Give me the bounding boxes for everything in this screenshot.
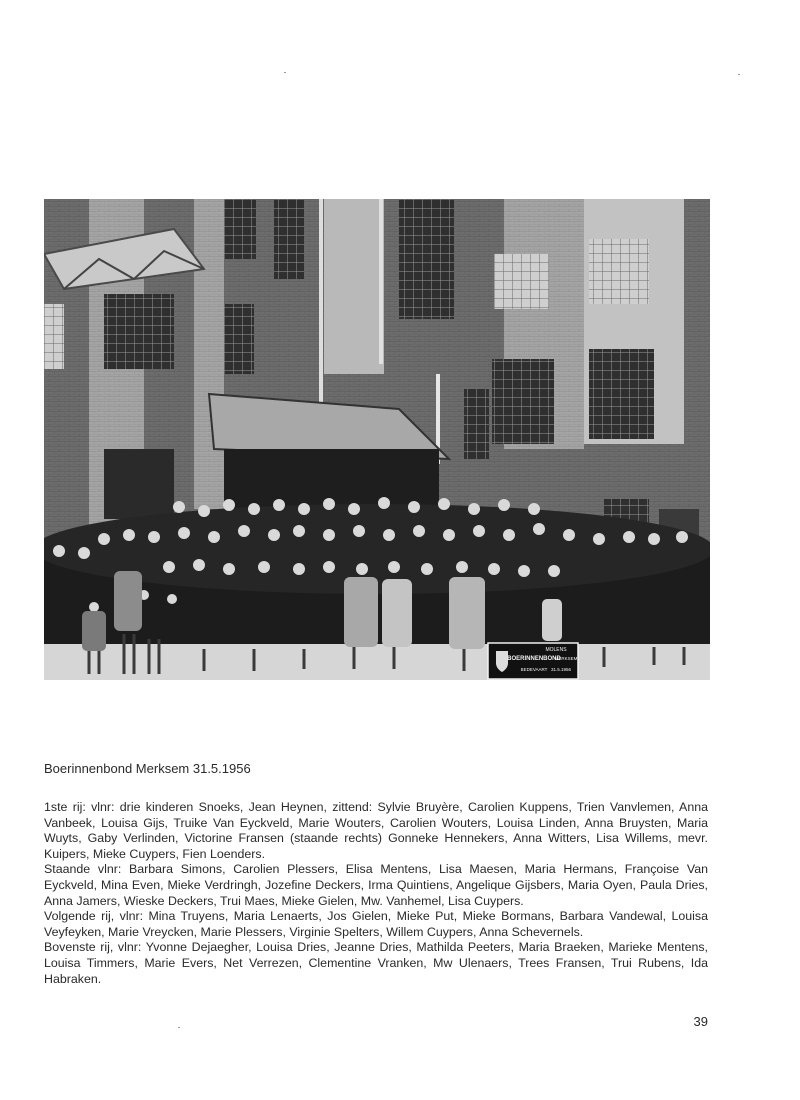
photo-drawing	[44, 199, 710, 680]
sign-line: 31.5.1956	[550, 667, 572, 672]
name-row: Staande vlnr: Barbara Simons, Carolien Plessers, Elisa Mentens, Lisa Maesen, Maria Hermans, Françoise Van Eyckveld, Mina Even, Mieke Verdringh, Jozefine Deckers, Irma Quintiens, Angelique Gijsbers, Maria Oyen, Paula Dries, Anna Jamers, Wieske Deckers, Trui Maes, Mieke Gielen, Mw. Vanhemel, Lisa Cuypers.	[44, 862, 708, 908]
name-list	[44, 800, 708, 987]
sign-line: MERKSEM	[554, 656, 578, 661]
group-photograph	[44, 199, 710, 680]
photo-caption: Boerinnenbond Merksem 31.5.1956	[44, 761, 251, 776]
dust-speck	[178, 1027, 180, 1028]
page-number: 39	[693, 1014, 708, 1029]
name-row: 1ste rij: vlnr: drie kinderen Snoeks, Jean Heynen, zittend: Sylvie Bruyère, Carolien Kuppens, Trien Vanvlemen, Anna Vanbeek, Louisa Gijs, Truike Van Eyckveld, Marie Wouters, Carolien Wouters, Louisa Linden, Anna Bruysten, Maria Wuyts, Gaby Verlinden, Victorine Fransen (staande rechts) Gonneke Hennekers, Anna Witters, Lisa Willems, mevr. Kuipers, Mieke Cuypers, Fien Loenders.	[44, 800, 708, 861]
dust-speck	[738, 74, 740, 75]
sign-line: BEDEVAART	[520, 667, 548, 672]
sign-line: MOLENS	[545, 647, 567, 653]
name-row: Bovenste rij, vlnr: Yvonne Dejaegher, Louisa Dries, Jeanne Dries, Mathilda Peeters, Maria Braeken, Marieke Mentens, Louisa Timmers, Marie Evers, Net Verrezen, Clementine Vranken, Mw Ulenaers, Trees Fransen, Trui Rubens, Ida Habraken.	[44, 940, 708, 986]
sign-line: BOERINNENBOND	[507, 656, 561, 662]
name-row: Volgende rij, vlnr: Mina Truyens, Maria Lenaerts, Jos Gielen, Mieke Put, Mieke Bormans, Barbara Vandewal, Louisa Veyfeyken, Marie Vreycken, Marie Plessers, Virginie Spelters, Willem Cuypers, Anna Schevernels.	[44, 909, 708, 939]
dust-speck	[284, 72, 286, 73]
banner-sign	[488, 643, 578, 679]
